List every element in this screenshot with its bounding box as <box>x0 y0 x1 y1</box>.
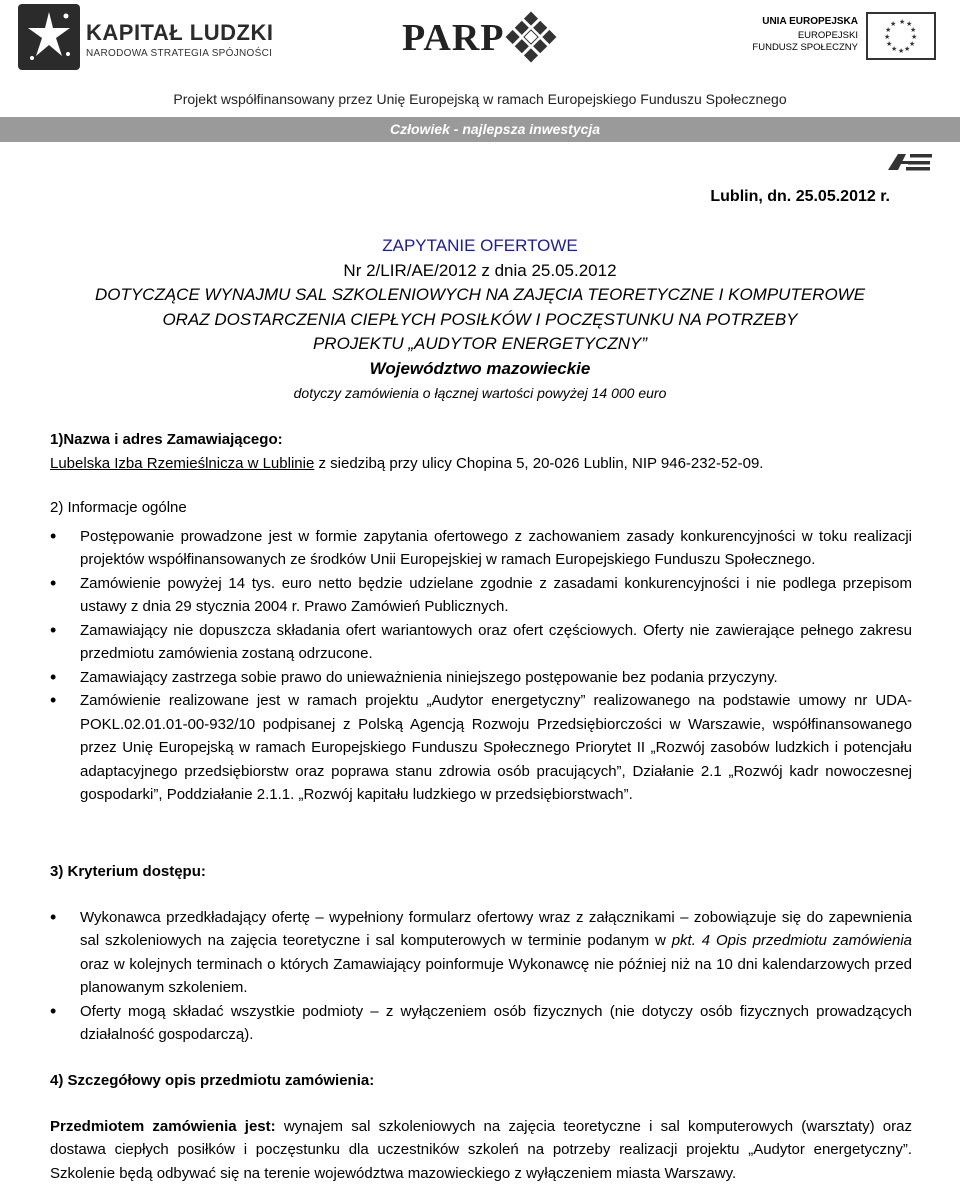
eu-logo <box>752 12 940 64</box>
ae-logo-icon <box>884 152 936 172</box>
svg-text:★: ★ <box>904 45 911 53</box>
document-value-note: dotyczy zamówienia o łącznej wartości powyżej 14 000 euro <box>293 385 667 401</box>
svg-text:★: ★ <box>884 33 891 41</box>
section-4 <box>50 1069 912 1185</box>
access-criterion-text: Wykonawca przedkładający ofertę – wypełniony formularz ofertowy wraz z załącznikami – zobowiązuje się do zapewnienia sal szkoleniowych na zajęcia teoretyczne i sal komputerowych w terminie podanym w <box>80 908 912 949</box>
slogan-text: Człowiek - najlepsza inwestycja <box>390 121 601 137</box>
list-item: • Postępowanie prowadzone jest w formie zapytania ofertowego z zachowaniem zasady konkurencyjności w toku realizacji projektów współfinansowanych ze środków Unii Europejskiej w ramach Europejskiego Funduszu Społecznego. <box>50 525 912 572</box>
document-number: Nr 2/LIR/AE/2012 z dnia 25.05.2012 <box>343 260 617 280</box>
parp-text: PARP <box>402 17 505 59</box>
svg-text:★: ★ <box>885 26 892 34</box>
section-1 <box>50 428 912 475</box>
svg-text:★: ★ <box>910 26 917 34</box>
section-4-heading: 4) Szczegółowy opis przedmiotu zamówienia: <box>50 1072 375 1089</box>
slogan-bar <box>0 117 960 142</box>
eu-line-3: FUNDUSZ SPOŁECZNY <box>752 42 858 53</box>
contracting-party-address: z siedzibą przy ulicy Chopina 5, 20-026 Lublin, NIP 946-232-52-09. <box>314 454 764 472</box>
document-region: Województwo mazowieckie <box>369 358 591 378</box>
svg-text:★: ★ <box>909 40 916 48</box>
subject-lead: Przedmiotem zamówienia jest: <box>50 1117 276 1135</box>
eu-flag-icon <box>866 12 936 60</box>
list-item: • Zamówienie realizowane jest w ramach projektu „Audytor energetyczny” realizowanego na podstawie umowy nr UDA-POKL.02.01.01-00-932/10 podpisanej z Polską Agencją Rozwoju Przedsiębiorczości w Warszawie, współfinansowanego przez Unię Europejską w ramach Europejskiego Funduszu Społecznego Priorytet II „Rozwój zasobów ludzkich i potencjału adaptacyjnego przedsiębiorstw oraz poprawa stanu zdrowia osób pracujących”, Działanie 2.1 „Rozwój kadr nowoczesnej gospodarki”, Poddziałanie 2.1.1. „Rozwój kapitału ludzkiego w przedsiębiorstwach”. <box>50 689 912 807</box>
document-title-block <box>0 234 960 406</box>
eu-line-1: UNIA EUROPEJSKA <box>762 16 858 27</box>
kapital-ludzki-subtitle: NARODOWA STRATEGIA SPÓJNOŚCI <box>86 48 273 59</box>
access-criterion-reference: pkt. 4 Opis przedmiotu zamówienia <box>671 932 912 949</box>
svg-text:★: ★ <box>899 18 906 26</box>
section-3 <box>50 860 912 1047</box>
document-subject-line-3: PROJEKTU „AUDYTOR ENERGETYCZNY” <box>312 334 648 353</box>
kapital-ludzki-title: KAPITAŁ LUDZKI <box>86 20 274 45</box>
list-item <box>50 906 912 1000</box>
svg-text:★: ★ <box>891 45 898 53</box>
section-1-heading: 1)Nazwa i adres Zamawiającego: <box>50 431 283 448</box>
svg-text:★: ★ <box>911 33 918 41</box>
svg-text:★: ★ <box>890 20 897 28</box>
document-subject-line-2: ORAZ DOSTARCZENIA CIEPŁYCH POSIŁKÓW I POCZĘSTUNKU NA POTRZEBY <box>162 309 798 329</box>
list-item: • Zamawiający zastrzega sobie prawo do unieważnienia niniejszego postępowanie bez podania przyczyny. <box>50 666 912 690</box>
kapital-ludzki-logo <box>18 4 274 72</box>
kapital-ludzki-star-icon <box>18 4 80 70</box>
svg-text:★: ★ <box>886 40 893 48</box>
section-1-address <box>50 452 912 476</box>
document-subject-line-1: DOTYCZĄCE WYNAJMU SAL SZKOLENIOWYCH NA ZAJĘCIA TEORETYCZNE I KOMPUTEROWE <box>94 285 866 304</box>
document-title: ZAPYTANIE OFERTOWE <box>382 236 578 255</box>
subject-text: wynajem sal szkoleniowych na zajęcia teoretyczne i sal komputerowych (warsztaty) oraz dostawa ciepłych posiłków i poczęstunku dla uczestników szkoleń na potrzeby realizacji projektu „Audytor energetyczny”. Szkolenie będą odbywać się na terenie województwa mazowieckiego z wyłączeniem miasta Warszawy. <box>50 1117 912 1182</box>
section-3-list <box>50 906 912 1047</box>
funding-line: Projekt współfinansowany przez Unię Europejską w ramach Europejskiego Funduszu Społecznego <box>173 91 787 107</box>
section-2-heading: 2) Informacje ogólne <box>50 499 187 516</box>
parp-logo <box>402 10 562 66</box>
section-2 <box>50 496 912 807</box>
document-date: Lublin, dn. 25.05.2012 r. <box>710 188 890 205</box>
svg-text:★: ★ <box>898 47 905 55</box>
access-criterion-text-2: oraz w kolejnych terminach o których Zamawiający poinformuje Wykonawcę nie później niż na 10 dni kalendarzowych przed planowanym szkoleniem. <box>80 955 912 996</box>
svg-text:★: ★ <box>906 20 913 28</box>
parp-mark-icon <box>504 10 558 64</box>
list-item: • Zamawiający nie dopuszcza składania ofert wariantowych oraz ofert częściowych. Oferty nie zawierające pełnego zakresu przedmiotu zamówienia zostaną odrzucone. <box>50 619 912 666</box>
list-item: • Oferty mogą składać wszystkie podmioty – z wyłączeniem osób fizycznych (nie dotyczy osób fizycznych prowadzących działalność gospodarczą). <box>50 1000 912 1047</box>
section-3-heading: 3) Kryterium dostępu: <box>50 863 206 880</box>
list-item: • Zamówienie powyżej 14 tys. euro netto będzie udzielane zgodnie z zasadami konkurencyjności i nie podlega przepisom ustawy z dnia 29 stycznia 2004 r. Prawo Zamówień Publicznych. <box>50 572 912 619</box>
section-2-list <box>50 525 912 807</box>
contracting-party-name: Lubelska Izba Rzemieślnicza w Lublinie <box>50 454 315 472</box>
section-4-body <box>50 1115 912 1186</box>
eu-line-2: EUROPEJSKI <box>797 30 858 41</box>
